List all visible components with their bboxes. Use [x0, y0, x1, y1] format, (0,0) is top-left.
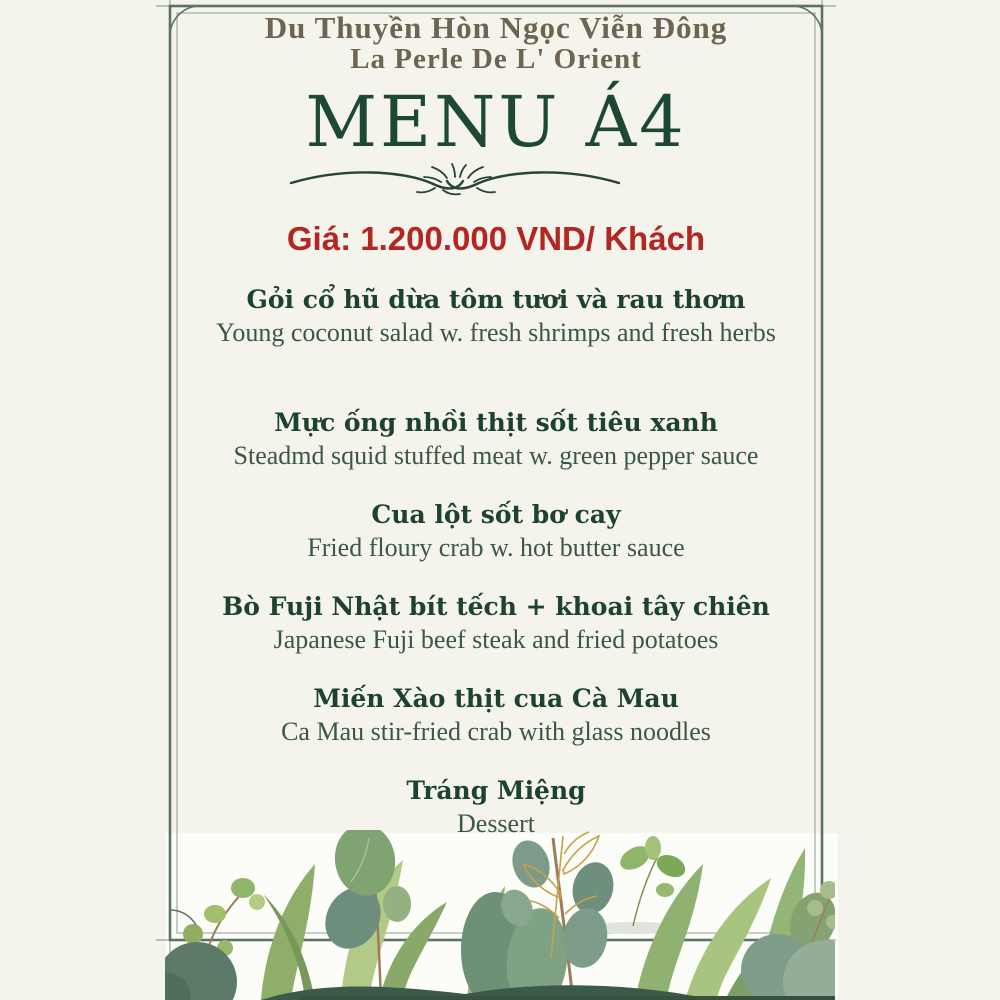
- dish-name-vietnamese: Tráng Miệng: [406, 776, 586, 805]
- dish-name-vietnamese: Bò Fuji Nhật bít tếch + khoai tây chiên: [222, 592, 770, 621]
- menu-item: [170, 590, 822, 656]
- dish-name-vietnamese: Gỏi cổ hũ dừa tôm tươi và rau thơm: [246, 285, 746, 314]
- dish-name-english: Steadmd squid stuffed meat w. green pepper sauce: [233, 441, 759, 470]
- venue-name-french: La Perle De L' Orient: [350, 43, 642, 75]
- dish-name-english: Japanese Fuji beef steak and fried potatoes: [273, 625, 719, 654]
- dish-name-vietnamese: Mực ống nhồi thịt sốt tiêu xanh: [274, 408, 718, 437]
- watercolor-eucalyptus-leaves: [165, 830, 835, 1000]
- dish-list: [170, 283, 822, 840]
- menu-content: [170, 0, 822, 866]
- menu-title: MENU Á4: [305, 81, 687, 163]
- dish-name-vietnamese: Miến Xào thịt cua Cà Mau: [313, 684, 679, 713]
- menu-item: [170, 283, 822, 349]
- dish-name-english: Ca Mau stir-fried crab with glass noodles: [281, 717, 711, 746]
- menu-item: [170, 498, 822, 564]
- dish-name-english: Young coconut salad w. fresh shrimps and fresh herbs: [216, 318, 776, 347]
- price-line: Giá: 1.200.000 VND/ Khách: [286, 220, 706, 257]
- dish-name-english: Fried floury crab w. hot butter sauce: [307, 533, 685, 562]
- dish-name-vietnamese: Cua lột sốt bơ cay: [371, 500, 621, 529]
- menu-item: [170, 682, 822, 748]
- menu-item: [170, 406, 822, 472]
- dish-name-english: Dessert: [457, 809, 535, 838]
- venue-name-vietnamese: Du Thuyền Hòn Ngọc Viễn Đông: [264, 10, 728, 45]
- flourish-divider-icon: [285, 163, 625, 203]
